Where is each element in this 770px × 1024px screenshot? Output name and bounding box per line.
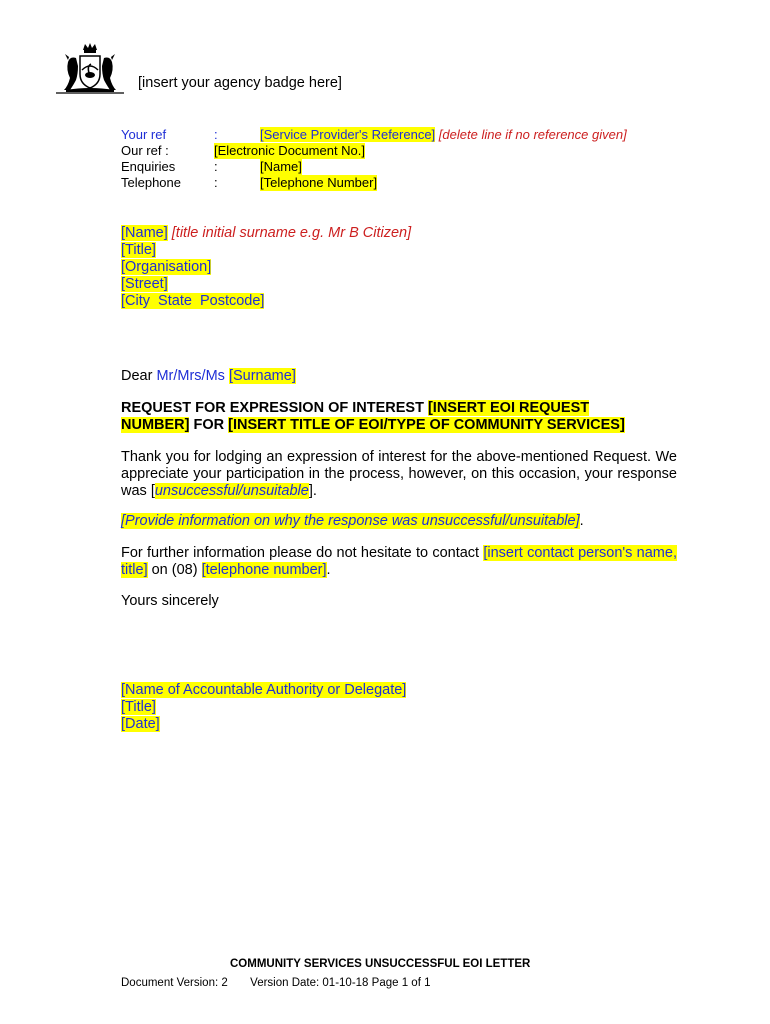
footer-doc-version: Document Version: 2 [121, 977, 228, 989]
footer-version-date: Version Date: 01-10-18 [250, 977, 369, 989]
recipient-address [121, 225, 411, 310]
para3-contact: [insert contact person's name, title] [121, 545, 677, 578]
salutation-dear: Dear [121, 368, 157, 384]
recipient-city: [City State Postcode] [121, 293, 265, 309]
para2-end: . [579, 513, 584, 529]
subject-prefix: REQUEST FOR EXPRESSION OF INTEREST [121, 400, 428, 416]
body-paragraph-3 [121, 545, 677, 579]
para3-mid: on (08) [147, 562, 202, 578]
body-paragraph-1 [121, 449, 677, 500]
signature-name: [Name of Accountable Authority or Delegate] [121, 682, 407, 698]
subject-heading [121, 400, 641, 434]
para1-text: Thank you for lodging an expression of interest for the above-mentioned Request. We appreciate your participation in the process, however, on this occasion, your response was [ [121, 449, 677, 499]
enquiries-value: [Name] [260, 159, 302, 174]
enquiries-label: Enquiries [121, 159, 176, 174]
body-paragraph-2 [121, 513, 677, 530]
closing: Yours sincerely [121, 593, 219, 609]
footer-version-line [121, 976, 430, 990]
footer-page: Page 1 of 1 [371, 977, 431, 989]
telephone-label: Telephone [121, 175, 181, 190]
para3-phone: [telephone number] [201, 562, 327, 578]
subject-for: FOR [189, 417, 229, 433]
recipient-street: [Street] [121, 276, 168, 292]
recipient-name: [Name] [121, 225, 168, 241]
coat-of-arms-icon [56, 40, 124, 96]
signature-block [121, 682, 406, 733]
your-ref-value: [Service Provider's Reference] [260, 127, 436, 142]
para1-end: ]. [308, 483, 317, 499]
subject-eoi-number: [INSERT EOI REQUEST NUMBER] [121, 400, 590, 433]
salutation-honorific: Mr/Mrs/Ms [156, 368, 225, 384]
subject-eoi-title: [INSERT TITLE OF EOI/TYPE OF COMMUNITY SERVICES] [228, 417, 625, 433]
footer-title: COMMUNITY SERVICES UNSUCCESSFUL EOI LETTER [230, 958, 531, 970]
our-ref-value: [Electronic Document No.] [214, 143, 366, 158]
recipient-name-note: [title initial surname e.g. Mr B Citizen] [171, 225, 412, 241]
salutation-surname: [Surname] [228, 368, 296, 384]
telephone-value: [Telephone Number] [260, 175, 378, 190]
your-ref-colon: : [214, 127, 218, 142]
your-ref-label: Your ref [121, 127, 167, 142]
enquiries-colon: : [214, 159, 218, 174]
your-ref-note: [delete line if no reference given] [438, 127, 627, 142]
reference-block [121, 127, 681, 191]
salutation [121, 368, 296, 385]
recipient-title: [Title] [121, 242, 156, 258]
our-ref-label: Our ref : [121, 143, 169, 158]
telephone-colon: : [214, 175, 218, 190]
para2-text: [Provide information on why the response was unsuccessful/unsuitable] [121, 513, 580, 529]
signature-title: [Title] [121, 699, 156, 715]
signature-date: [Date] [121, 716, 160, 732]
para3-text: For further information please do not hesitate to contact [121, 545, 484, 561]
agency-badge-placeholder: [insert your agency badge here] [138, 75, 342, 91]
para3-end: . [326, 562, 331, 578]
recipient-organisation: [Organisation] [121, 259, 212, 275]
para1-outcome: unsuccessful/unsuitable [154, 483, 309, 499]
